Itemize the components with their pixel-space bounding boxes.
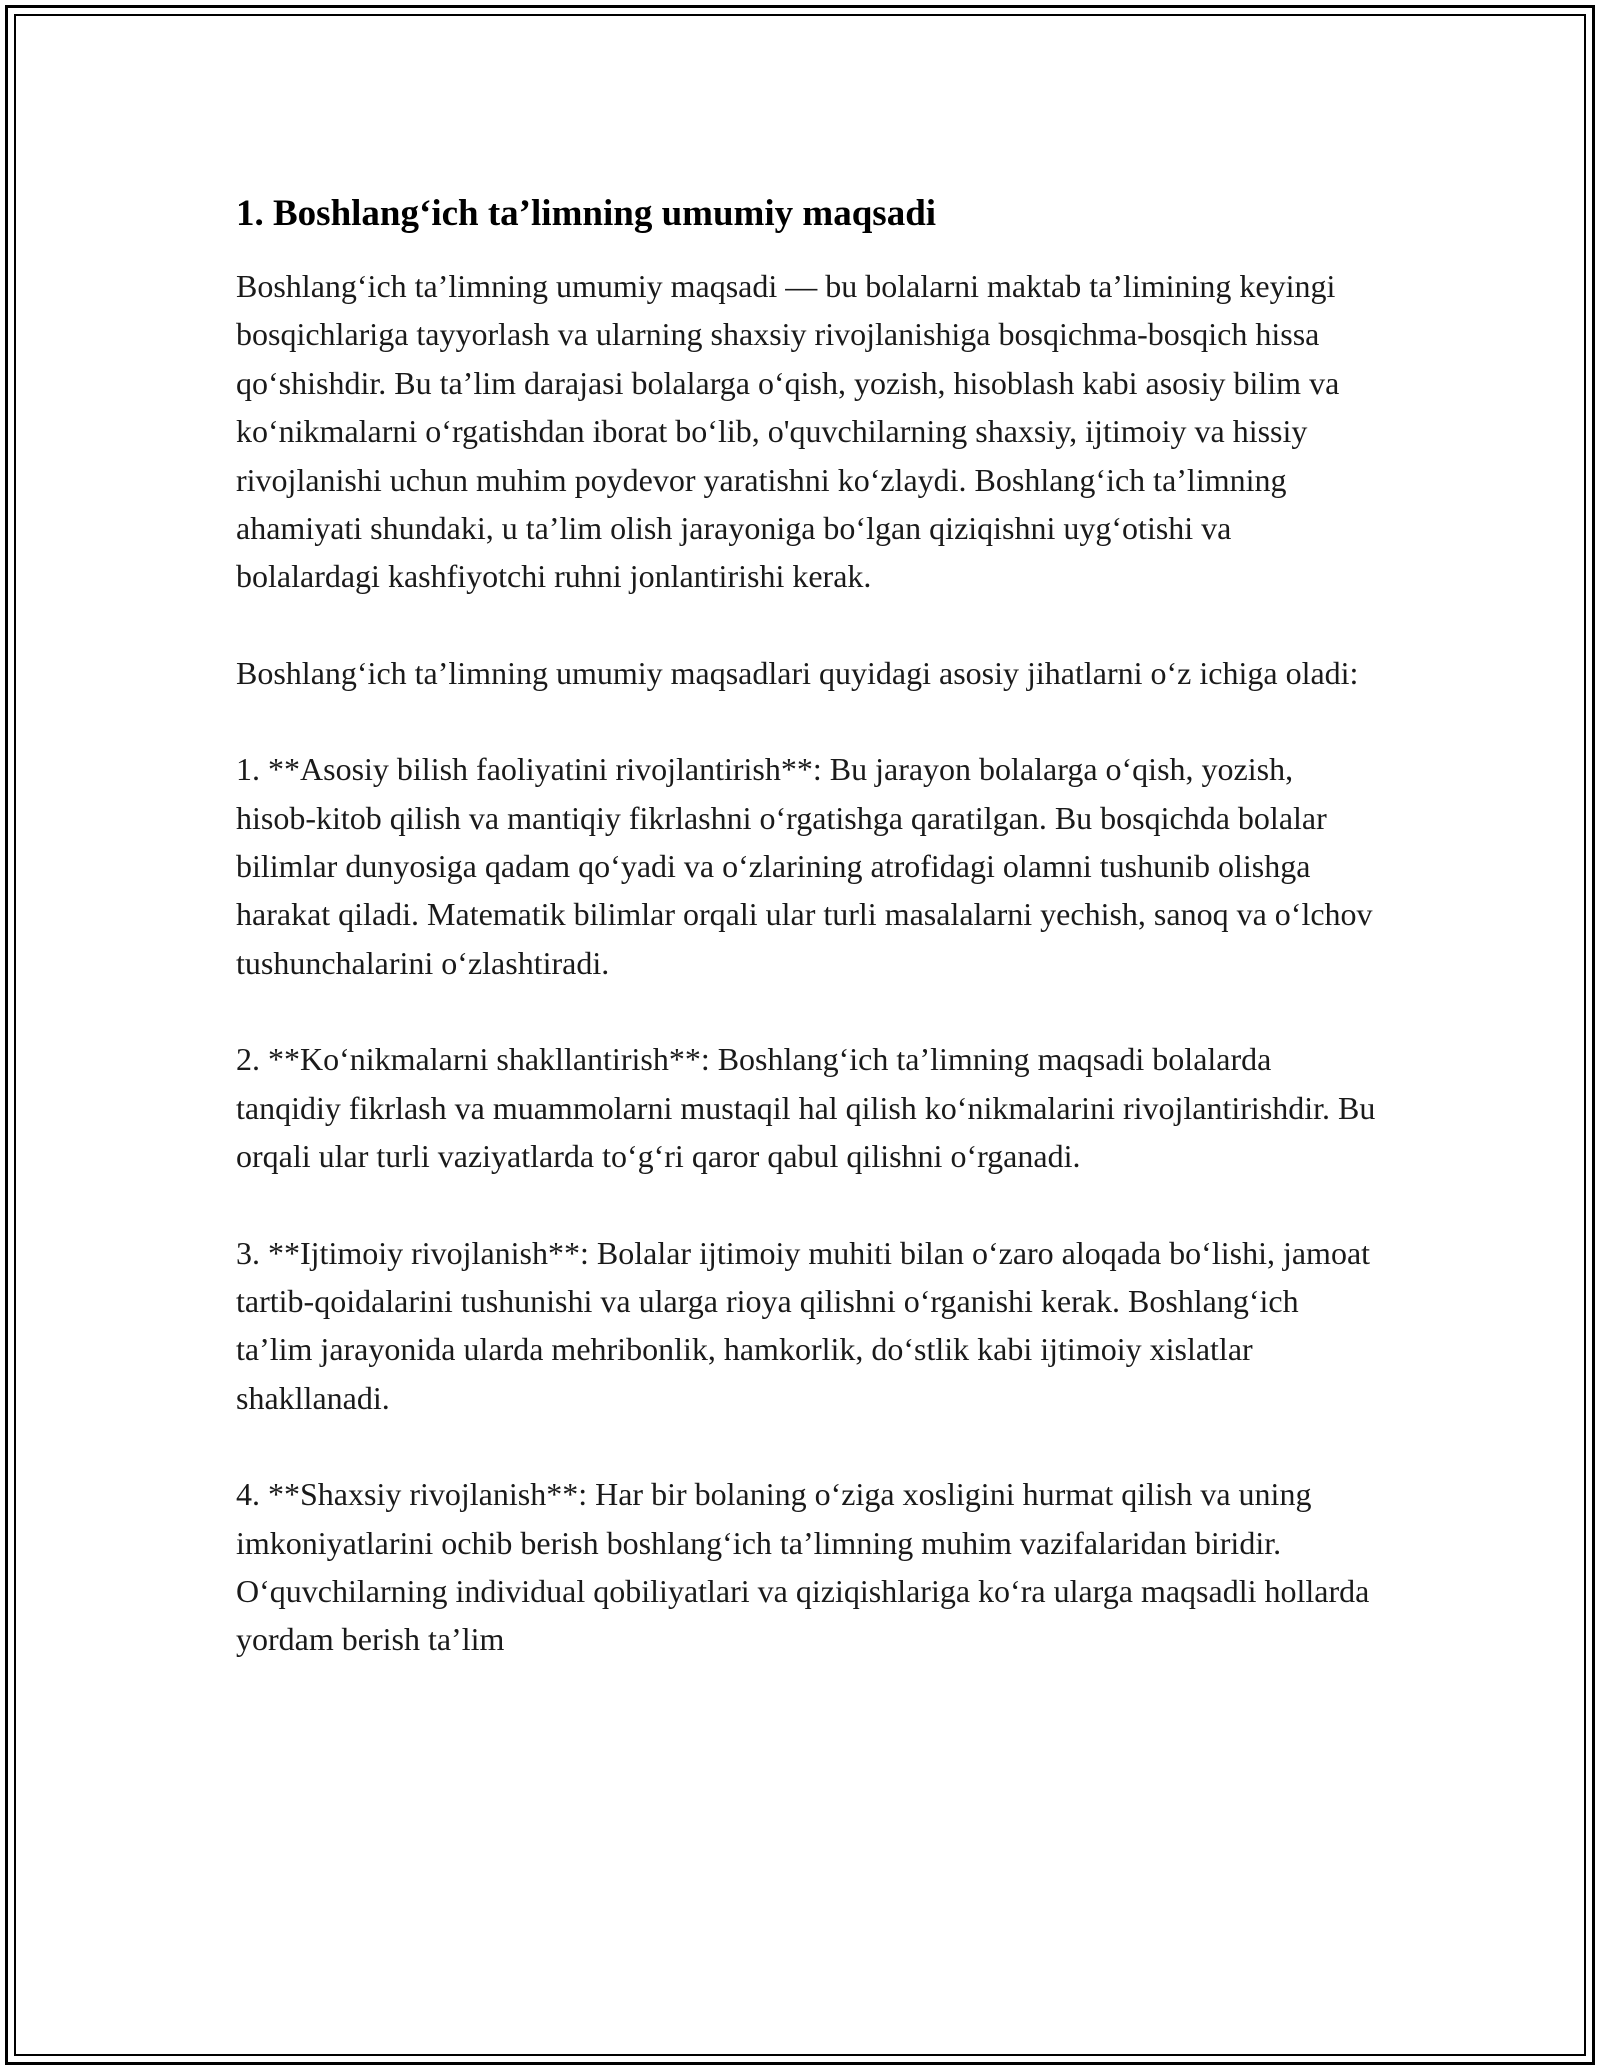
list-item-cognitive-development: 1. **Asosiy bilish faoliyatini rivojlantirish**: Bu jarayon bolalarga o‘qish, yozish, hisob-kitob qilish va mantiqiy fikrlashni o‘rgatishga qaratilgan. Bu bosqichda bolalar bilimlar dunyosiga qadam qo‘yadi va o‘zlarining atrofidagi olamni tushunib olishga harakat qiladi. Matematik bilimlar orqali ular turli masalalarni yechish, sanoq va o‘lchov tushunchalarini o‘zlashtiradi. (236, 751, 1373, 981)
paragraph-intro: Boshlang‘ich ta’limning umumiy maqsadi — bu bolalarni maktab ta’limining keyingi bosqichlariga tayyorlash va ularning shaxsiy rivojlanishiga bosqichma-bosqich hissa qo‘shishdir. Bu ta’lim darajasi bolalarga o‘qish, yozish, hisoblash kabi asosiy bilim va ko‘nikmalarni o‘rgatishdan iborat bo‘lib, o'quvchilarning shaxsiy, ijtimoiy va hissiy rivojlanishi uchun muhim poydevor yaratishni ko‘zlaydi. Boshlang‘ich ta’limning ahamiyati shundaki, u ta’lim olish jarayoniga bo‘lgan qiziqishni uyg‘otishi va bolalardagi kashfiyotchi ruhni jonlantirishi kerak. (236, 268, 1340, 595)
paragraph-goals-lead: Boshlang‘ich ta’limning umumiy maqsadlari quyidagi asosiy jihatlarni o‘z ichiga oladi: (236, 654, 1359, 691)
list-item-personal-development: 4. **Shaxsiy rivojlanish**: Har bir bolaning o‘ziga xosligini hurmat qilish va uning imkoniyatlarini ochib berish boshlang‘ich ta’limning muhim vazifalaridan biridir. O‘quvchilarning individual qobiliyatlari va qiziqishlariga ko‘ra ularga maqsadli hollarda yordam berish ta’lim (236, 1476, 1370, 1658)
list-item-skills-formation: 2. **Ko‘nikmalarni shakllantirish**: Boshlang‘ich ta’limning maqsadi bolalarda tanqidiy fikrlash va muammolarni mustaqil hal qilish ko‘nikmalarini rivojlantirishdir. Bu orqali ular turli vaziyatlarda to‘g‘ri qaror qabul qilishni o‘rganadi. (236, 1041, 1376, 1175)
list-item-social-development: 3. **Ijtimoiy rivojlanish**: Bolalar ijtimoiy muhiti bilan o‘zaro aloqada bo‘lishi, jamoat tartib-qoidalarini tushunishi va ularga rioya qilishni o‘rganishi kerak. Boshlang‘ich ta’lim jarayonida ularda mehribonlik, hamkorlik, do‘stlik kabi ijtimoiy xislatlar shakllanadi. (236, 1234, 1371, 1416)
document-page (236, 188, 1376, 1664)
section-heading: 1. Boshlang‘ich ta’limning umumiy maqsadi (236, 193, 937, 234)
